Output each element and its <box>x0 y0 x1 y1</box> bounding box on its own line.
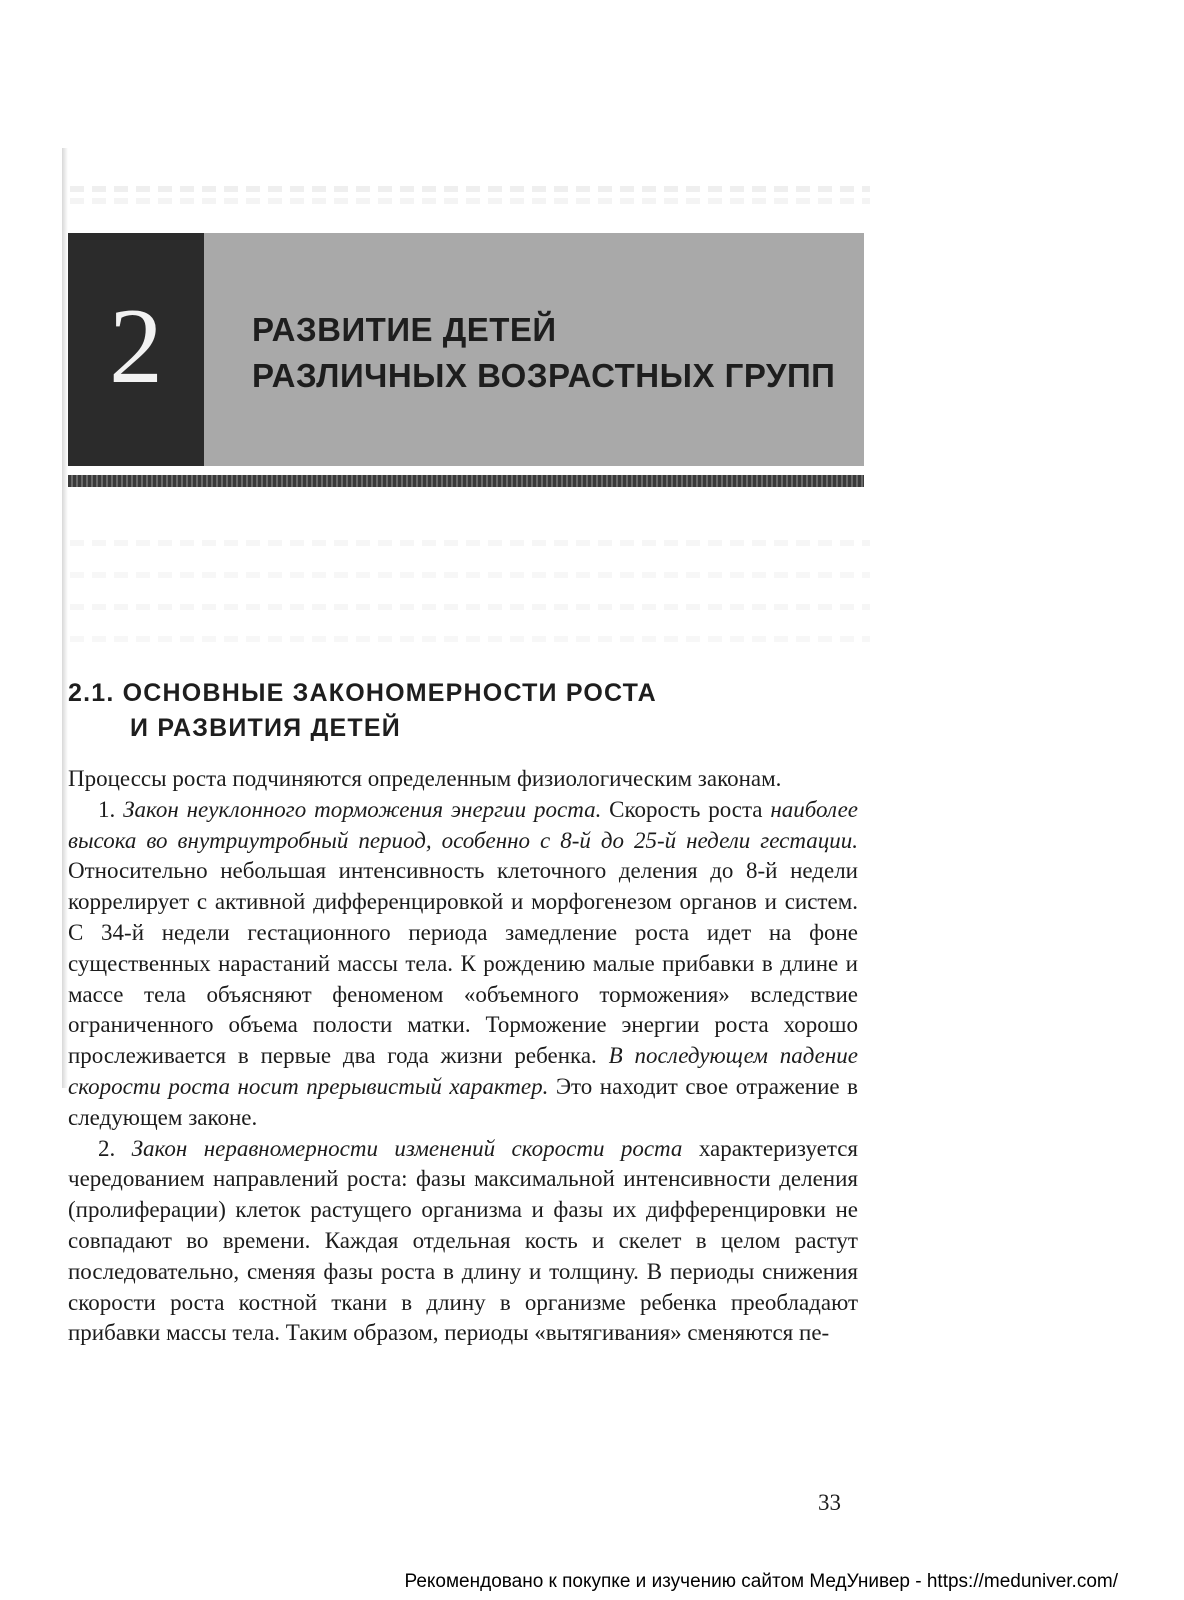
chapter-number: 2 <box>109 286 163 406</box>
law-2-text: характеризуется чередованием направлений роста: фазы максимальной интенсивности деления (пролиферации) клеток растущего организма и фазы их дифференцировки не совпадают во времени. Каждая отдельная кость и скелет в целом растут последовательно, сменяя фазы роста в длину и толщину. В периоды снижения скорости роста костной ткани в длину в организме ребенка преобладают прибавки массы тела. Таким образом, периоды «вытягивания» сменяются пе- <box>68 1135 859 1346</box>
law-1-text: Скорость роста <box>601 796 771 822</box>
bleed-through-line <box>70 540 870 546</box>
intro-paragraph: Процессы роста подчиняются определенным физиологическим законам. <box>68 766 782 791</box>
bleed-through-line <box>70 186 870 192</box>
chapter-title-box <box>204 233 864 466</box>
section-heading-line-2: И РАЗВИТИЯ ДЕТЕЙ <box>130 714 401 742</box>
section-heading-line-1: 2.1. ОСНОВНЫЕ ЗАКОНОМЕРНОСТИ РОСТА <box>68 679 657 707</box>
law-1-title: Закон неуклонного торможения энергии роста. <box>123 796 602 822</box>
chapter-title-line-2: РАЗЛИЧНЫХ ВОЗРАСТНЫХ ГРУПП <box>252 356 836 394</box>
law-1-number: 1. <box>98 796 124 822</box>
chapter-title <box>252 307 835 399</box>
chapter-number-box <box>68 233 204 466</box>
paragraph-law-2 <box>68 1134 858 1350</box>
law-2-title: Закон неравномерности изменений скорости роста <box>131 1135 683 1161</box>
chapter-banner <box>68 233 864 466</box>
bleed-through-line <box>70 604 870 610</box>
law-1-text: Это находит свое отражение в следующем законе. <box>68 1073 858 1130</box>
bleed-through-line <box>70 198 870 204</box>
section-heading <box>68 676 848 746</box>
page-number: 33 <box>818 1490 841 1515</box>
law-1-text: Относительно небольшая интенсивность клеточного деления до 8-й недели коррелирует с активной дифференцировкой и морфогенезом органов и систем. С 34-й недели гестационного периода замедление роста идет на фоне существенных нарастаний массы тела. К рождению малые прибавки в длине и массе тела объясняют феноменом «объемного торможения» вследствие ограниченного объема полости матки. Торможение энергии роста хорошо прослеживается в первые два года жизни ребенка. <box>68 858 858 1069</box>
law-1-emphasis: В последующем падение скорости роста носит прерывистый характер. <box>68 1043 858 1099</box>
law-1-emphasis: наиболее высока во внутриутробный период, особенно с 8-й до 25-й недели гестации. <box>68 796 858 853</box>
bleed-through-line <box>70 636 870 642</box>
paragraph-law-1 <box>68 795 858 1134</box>
body-text <box>68 764 858 1349</box>
chapter-title-line-1: РАЗВИТИЕ ДЕТЕЙ <box>252 310 557 348</box>
banner-rule <box>68 475 864 487</box>
bleed-through-line <box>70 572 870 578</box>
footer-recommendation: Рекомендовано к покупке и изучению сайтом МедУнивер - https://meduniver.com/ <box>404 1571 1118 1592</box>
law-2-number: 2. <box>98 1135 132 1161</box>
